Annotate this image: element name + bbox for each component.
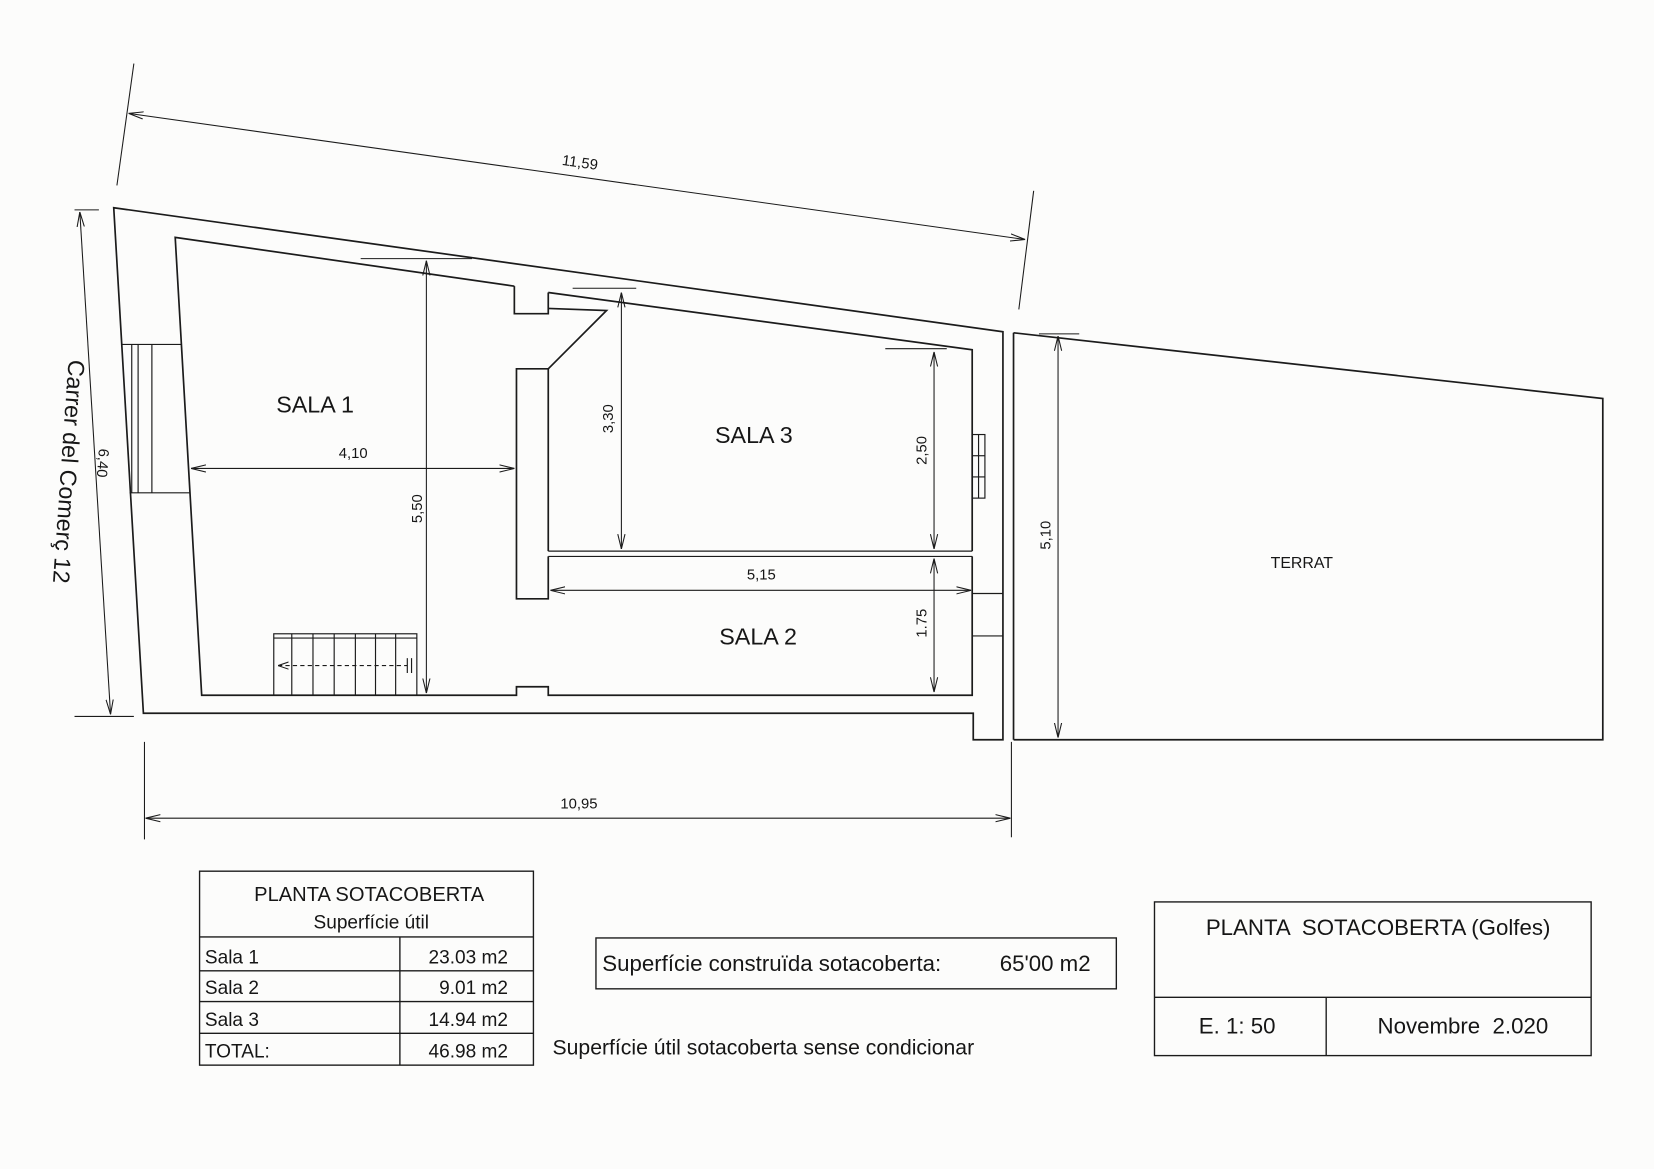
terrat-depth-label: 5,10 xyxy=(1038,520,1055,550)
top-length-label: 11,59 xyxy=(560,153,599,174)
table-total-label: TOTAL: xyxy=(204,1041,270,1063)
dimension-terrat-depth xyxy=(1039,334,1080,738)
sala-2-length-label: 5,15 xyxy=(746,567,776,584)
drawing-date: Novembre 2.020 xyxy=(1377,1013,1549,1039)
sala-2-label: SALA 2 xyxy=(719,623,797,650)
building-walls xyxy=(114,208,1014,740)
sala-1-width-label: 4,10 xyxy=(338,445,368,462)
central-wall xyxy=(516,369,548,599)
built-surface-box xyxy=(596,938,1116,989)
table-row-value: 23.03 m2 xyxy=(428,947,508,969)
surface-table xyxy=(200,871,534,1065)
surface-table-title: PLANTA SOTACOBERTA xyxy=(254,883,485,906)
sala-2-depth-label: 1.75 xyxy=(914,608,931,638)
top-extension-right xyxy=(1019,191,1034,310)
table-row-value: 9.01 m2 xyxy=(439,978,508,1000)
table-total-value: 46.98 m2 xyxy=(428,1041,508,1063)
sala-1-sala-2-inner-wall xyxy=(175,237,972,695)
sala-1-depth-label: 5,50 xyxy=(410,494,427,524)
dimension-bottom-length xyxy=(144,742,1011,840)
table-row-value: 14.94 m2 xyxy=(428,1009,508,1031)
title-block xyxy=(1154,902,1591,1056)
outer-wall xyxy=(114,208,1003,740)
sala-3-label: SALA 3 xyxy=(715,422,793,449)
drawing-scale: E. 1: 50 xyxy=(1198,1013,1276,1039)
table-row-label: Sala 2 xyxy=(204,978,259,1000)
dimension-sala-3-right xyxy=(885,349,946,549)
top-extension-left xyxy=(117,64,134,186)
sala-1-label: SALA 1 xyxy=(276,391,354,418)
dimension-sala-1-width xyxy=(191,446,514,469)
left-width-label: 6,40 xyxy=(92,448,111,479)
dimension-sala-3-depth xyxy=(573,288,637,549)
dimension-sala-1-depth xyxy=(361,259,472,694)
pier xyxy=(548,308,606,368)
built-surface-label: Superfície construïda sotacoberta: xyxy=(602,950,942,976)
top-dimension-line xyxy=(129,113,1026,239)
unconditioned-note: Superfície útil sotacoberta sense condicionar xyxy=(552,1036,975,1060)
bottom-length-label: 10,95 xyxy=(560,796,598,813)
terrat-outline xyxy=(1014,333,1603,740)
right-window xyxy=(972,435,985,499)
sala-3-right-label: 2,50 xyxy=(914,435,931,465)
wall-notch xyxy=(514,286,548,314)
drawing-title: PLANTA SOTACOBERTA (Golfes) xyxy=(1205,914,1551,940)
street-name: Carrer del Comerç 12 xyxy=(47,359,90,585)
dimension-sala-2-length xyxy=(550,568,971,591)
table-row-label: Sala 3 xyxy=(204,1009,259,1031)
table-row-label: Sala 1 xyxy=(204,947,259,969)
terrat-label: TERRAT xyxy=(1270,555,1333,573)
dimension-sala-2-depth xyxy=(915,559,934,693)
built-surface-value: 65'00 m2 xyxy=(999,950,1091,976)
sala-3-depth-label: 3,30 xyxy=(600,404,617,434)
left-window xyxy=(121,344,190,492)
surface-table-subtitle: Superfície útil xyxy=(313,912,430,934)
staircase xyxy=(274,634,417,695)
